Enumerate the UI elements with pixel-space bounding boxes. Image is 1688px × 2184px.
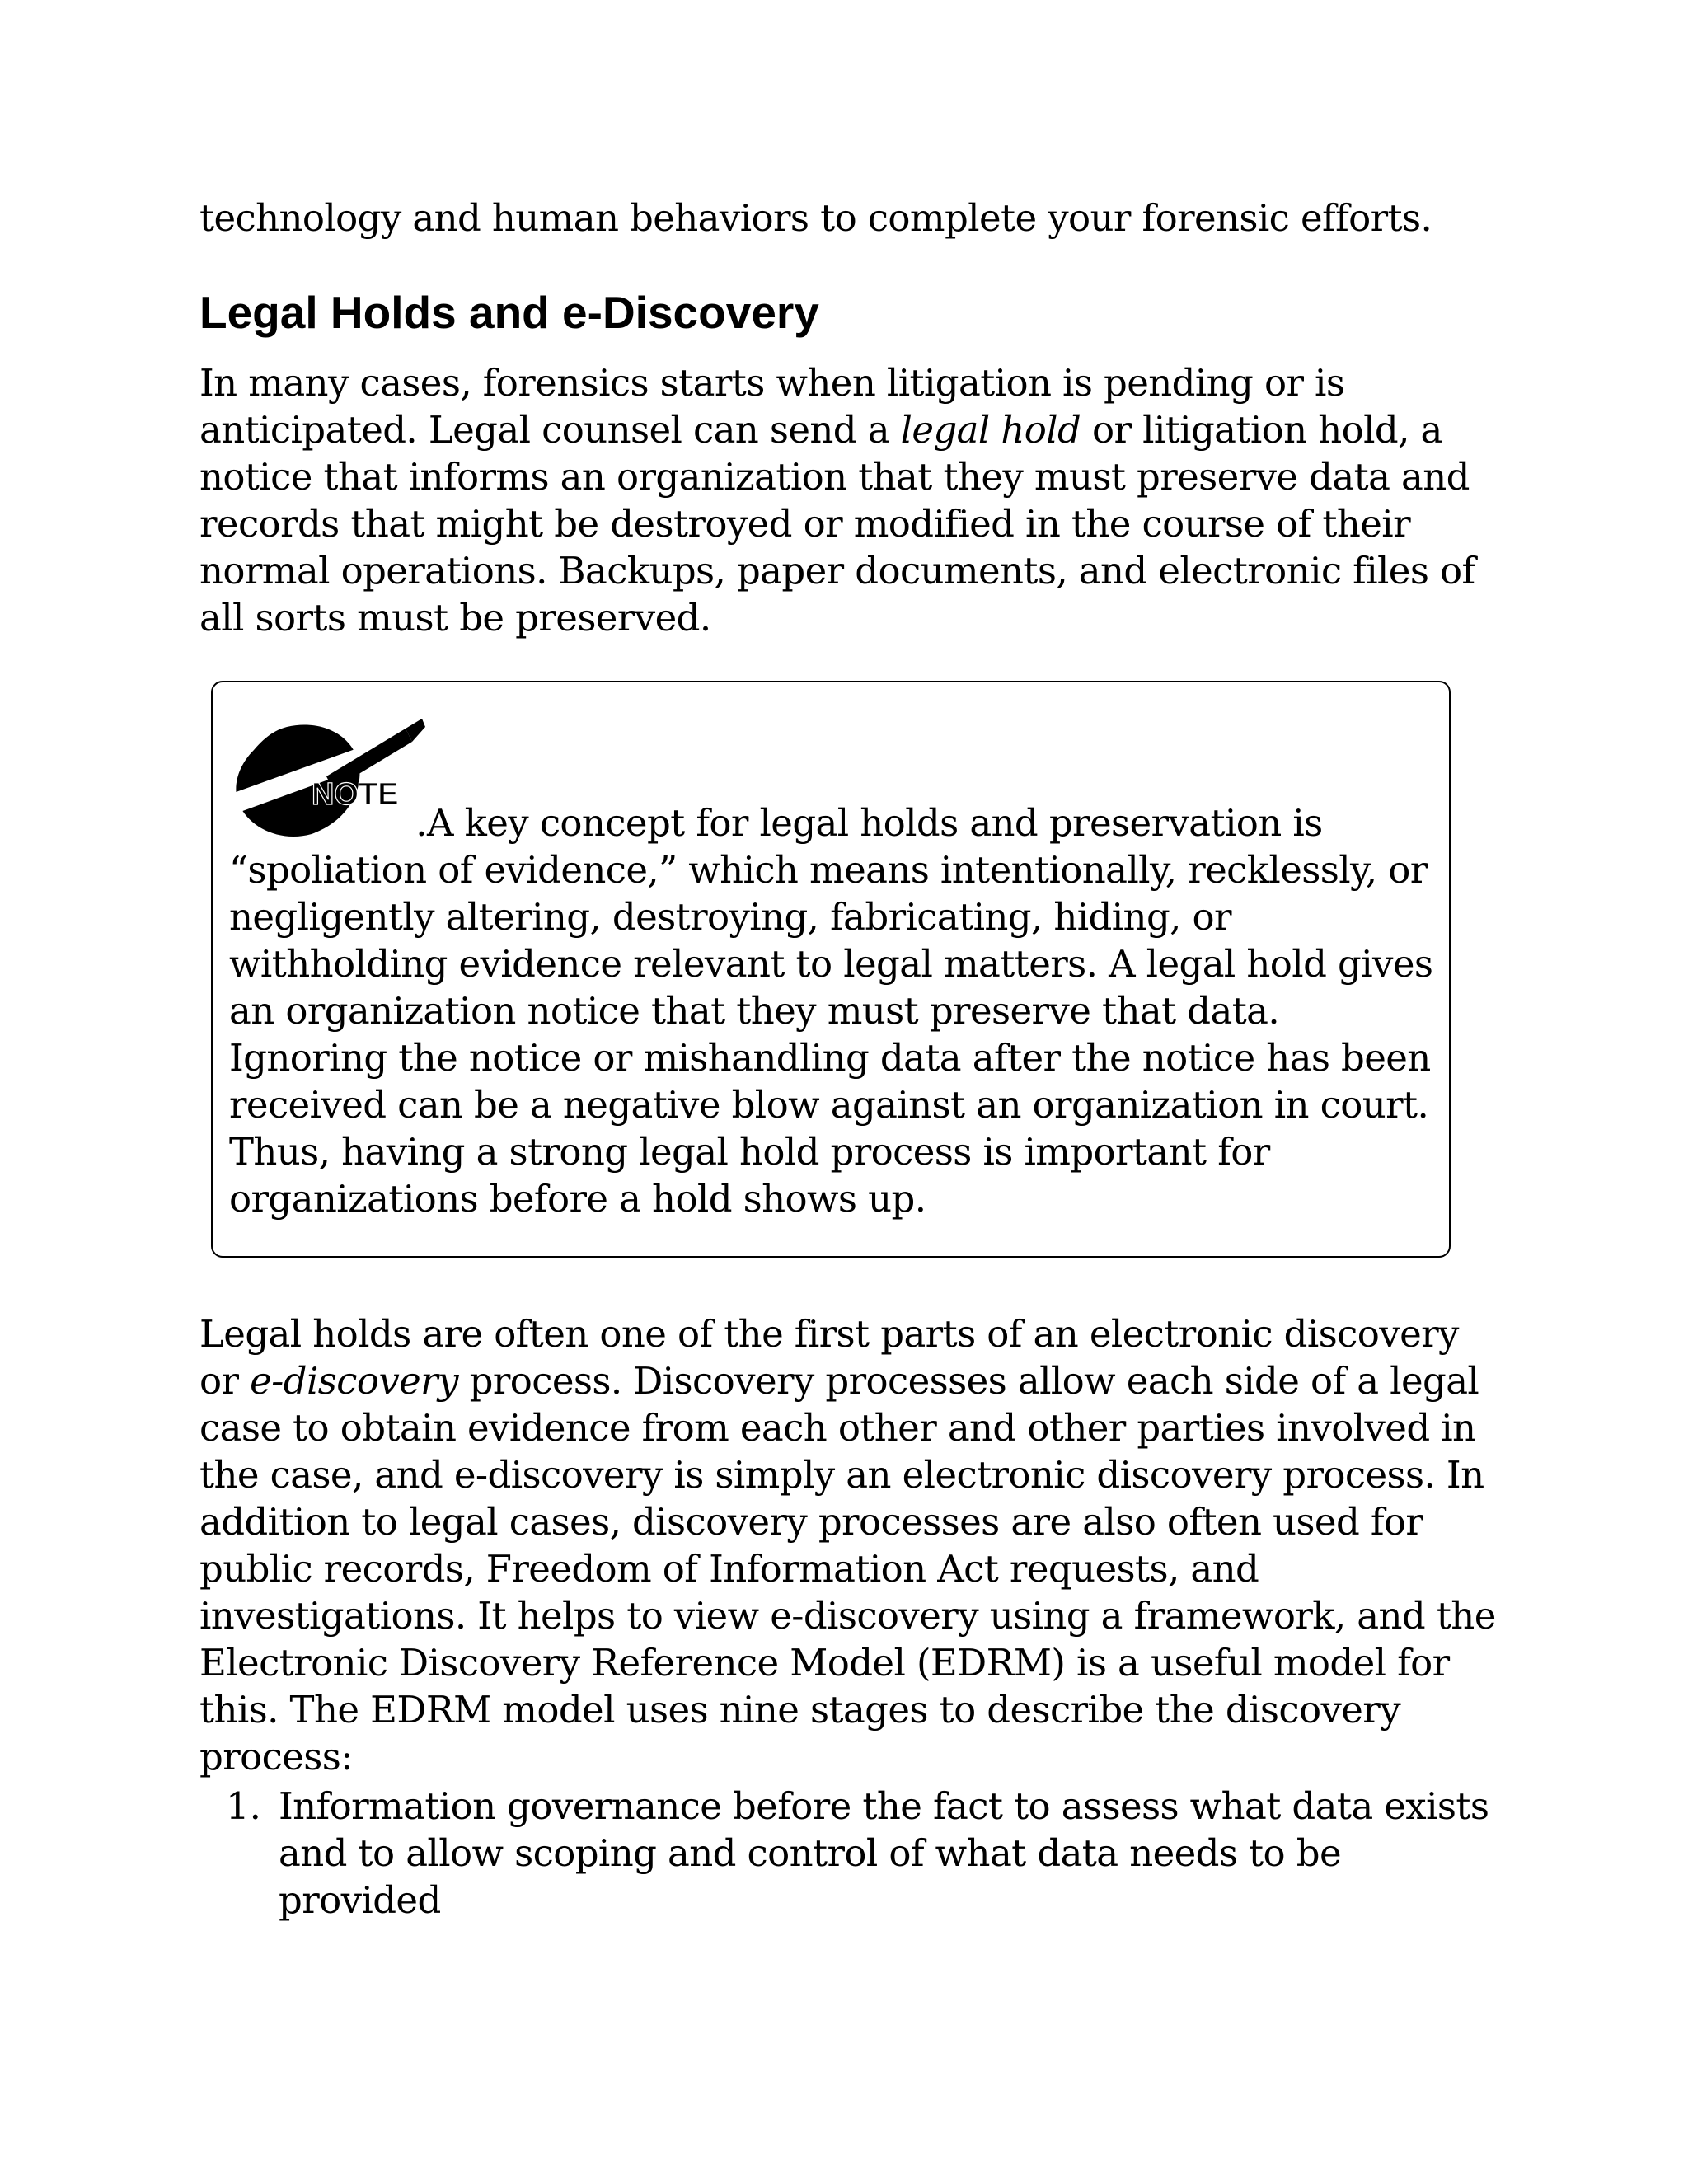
term-e-discovery: e-discovery bbox=[250, 1359, 458, 1403]
paragraph-e-discovery-text-1: Legal holds are often one of the first parts of an electronic discovery or bbox=[199, 1312, 1459, 1403]
section-heading: Legal Holds and e-Discovery bbox=[199, 287, 819, 338]
list-item-text: Information governance before the fact to assess what data exists and to allow scoping and control of what data needs to be provided bbox=[279, 1784, 1489, 1922]
list-item-number: 1. bbox=[226, 1784, 261, 1828]
paragraph-legal-hold bbox=[199, 359, 1502, 641]
note-text-block bbox=[229, 799, 1441, 1222]
paragraph-e-discovery bbox=[199, 1310, 1502, 1780]
note-label: NOTE bbox=[312, 777, 399, 812]
intro-fragment: technology and human behaviors to complete your forensic efforts. bbox=[199, 196, 1432, 240]
note-body-text: A key concept for legal holds and preservation is “spoliation of evidence,” which means intentionally, recklessly, or negligently altering, destroying, fabricating, hiding, or withholding evidence relevant to legal matters. A legal hold gives an organization notice that they must preserve that data. Ignoring the notice or mishandling data after the notice has been received can be a negative blow against an organization in court. Thus, having a strong legal hold process is important for organizations before a hold shows up. bbox=[229, 801, 1433, 1221]
paragraph-legal-hold-text-1: In many cases, forensics starts when litigation is pending or is anticipated. Legal counsel can send a bbox=[199, 361, 1345, 452]
paragraph-e-discovery-text-2: process. Discovery processes allow each side of a legal case to obtain evidence from each other and other parties involved in the case, and e-discovery is simply an electronic discovery process. In addition to legal cases, discovery processes are also often used for public records, Freedom of Information Act requests, and investigations. It helps to view e-discovery using a framework, and the Electronic Discovery Reference Model (EDRM) is a useful model for this. The EDRM model uses nine stages to describe the discovery process: bbox=[199, 1359, 1496, 1779]
term-legal-hold: legal hold bbox=[900, 408, 1081, 452]
note-lead-mark: . bbox=[415, 801, 427, 845]
paragraph-legal-hold-text-2: or litigation hold, a notice that informs an organization that they must preserve data and records that might be destroyed or modified in the course of their normal operations. Backups, paper documents, and electronic files of all sorts must be preserved. bbox=[199, 408, 1475, 640]
